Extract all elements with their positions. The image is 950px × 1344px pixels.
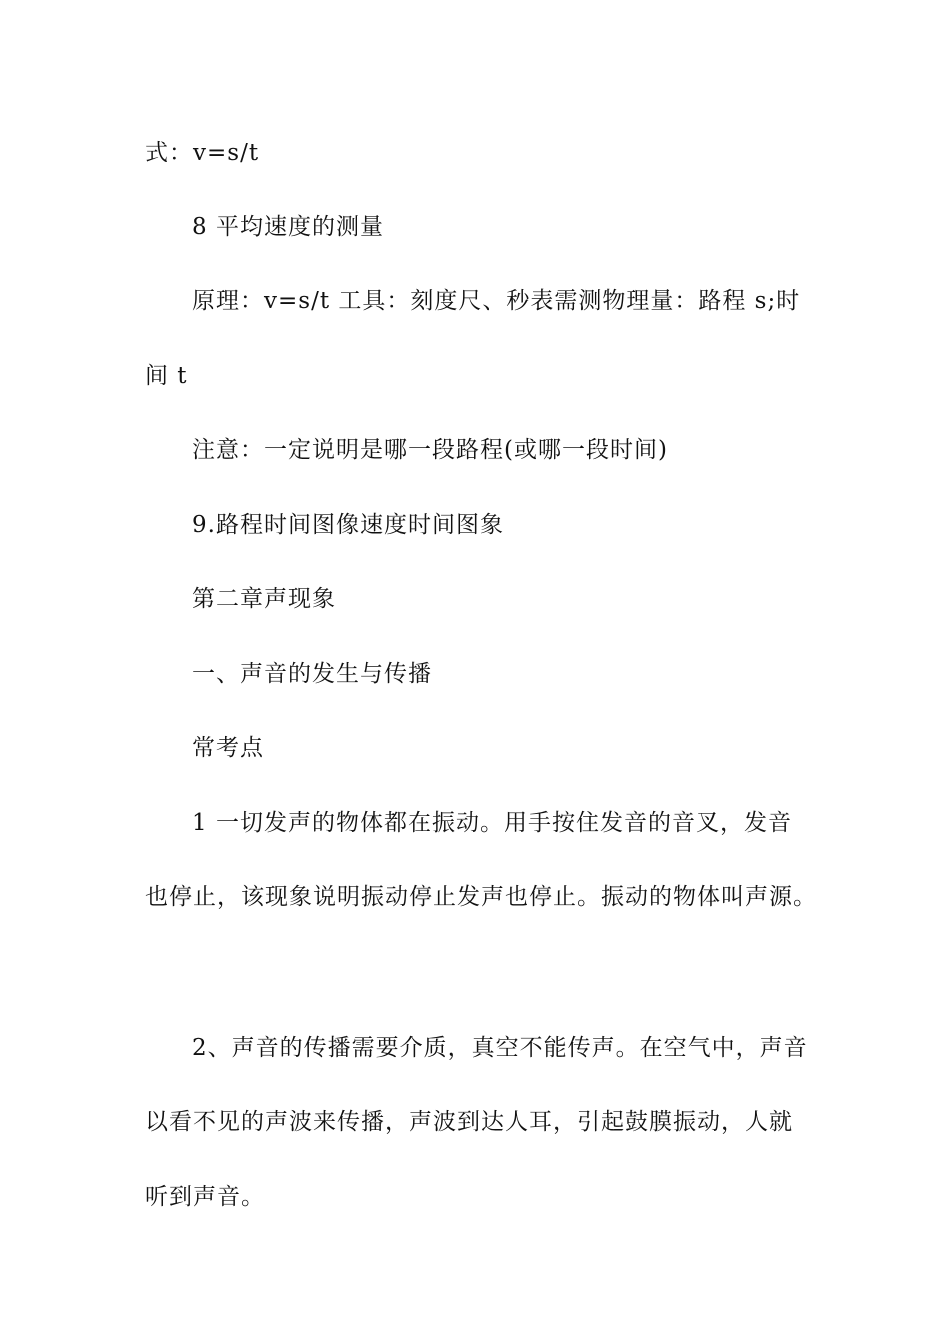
text-line-note: 注意：一定说明是哪一段路程(或哪一段时间) bbox=[192, 437, 668, 463]
text-line-point-2a: 2、声音的传播需要介质，真空不能传声。在空气中，声音 bbox=[192, 1035, 808, 1061]
text-line-chapter-title: 第二章声现象 bbox=[192, 586, 336, 612]
text-line-point-1b: 也停止，该现象说明振动停止发声也停止。振动的物体叫声源。 bbox=[145, 884, 817, 910]
text-line-key-points: 常考点 bbox=[192, 735, 264, 761]
text-line-point-1a: 1 一切发声的物体都在振动。用手按住发音的音叉，发音 bbox=[192, 810, 792, 836]
text-line-heading-8: 8 平均速度的测量 bbox=[192, 214, 384, 240]
text-line-time: 间 t bbox=[145, 363, 188, 389]
text-line-formula: 式：v=s/t bbox=[145, 140, 260, 166]
text-line-heading-9: 9.路程时间图像速度时间图象 bbox=[192, 512, 504, 538]
text-line-point-2c: 听到声音。 bbox=[145, 1184, 265, 1210]
text-line-point-2b: 以看不见的声波来传播，声波到达人耳，引起鼓膜振动，人就 bbox=[145, 1109, 793, 1135]
text-line-principle: 原理：v=s/t 工具：刻度尺、秒表需测物理量：路程 s;时 bbox=[192, 288, 801, 314]
text-line-section-title: 一、声音的发生与传播 bbox=[192, 661, 432, 687]
